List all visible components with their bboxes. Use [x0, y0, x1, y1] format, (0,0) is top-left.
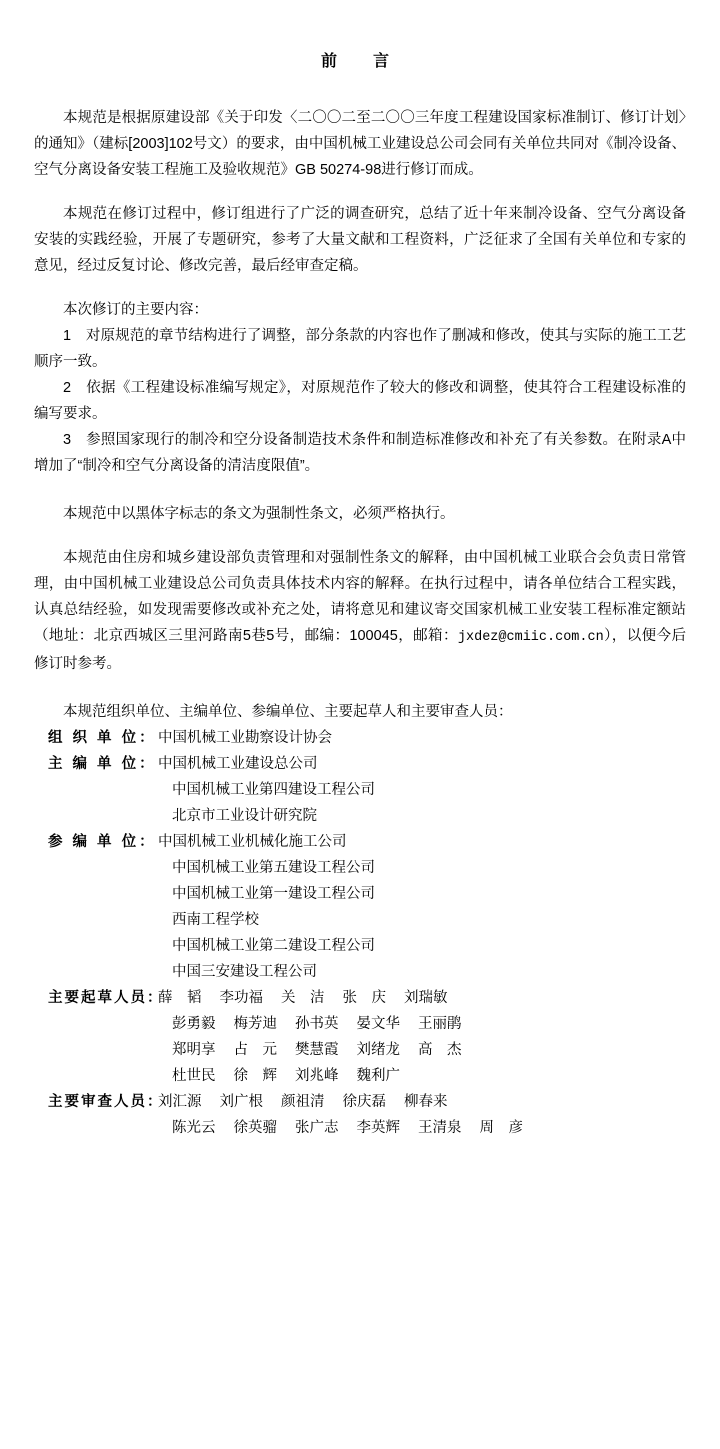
drafter-name: 孙书英	[295, 1016, 339, 1032]
org-value-participating: 中国机械工业机械化施工公司	[158, 834, 347, 850]
reviewer-name: 李英辉	[356, 1120, 400, 1136]
drafter-name: 薛 韬	[158, 990, 202, 1006]
drafter-name: 高 杰	[418, 1042, 462, 1058]
org-extra-participating-3: 西南工程学校	[172, 912, 259, 928]
people-names-drafters-row4	[34, 1063, 686, 1089]
reviewer-name: 刘广根	[219, 1094, 263, 1110]
numbered-item-2: 2 依据《工程建设标准编写规定》，对原规范作了较大的修改和调整，使其符合工程建设标准的编写要求。	[34, 380, 686, 422]
people-names-drafters-row2	[34, 1011, 686, 1037]
reviewer-name: 刘汇源	[158, 1094, 202, 1110]
drafter-name: 关 洁	[281, 990, 325, 1006]
reviewer-name: 徐英骝	[233, 1120, 277, 1136]
drafter-name: 徐 辉	[233, 1068, 277, 1084]
org-row-participating	[34, 829, 686, 855]
org-extra-participating-5: 中国三安建设工程公司	[172, 964, 317, 980]
management-text-part2: ），以便今后修订时参考。	[34, 628, 686, 672]
org-row-organizing	[34, 725, 686, 751]
drafter-name: 杜世民	[172, 1068, 216, 1084]
paragraph-mandatory: 本规范中以黑体字标志的条文为强制性条文，必须严格执行。	[63, 506, 455, 522]
reviewer-name: 周 彦	[479, 1120, 523, 1136]
people-label-drafters: 主要起草人员：	[48, 990, 164, 1006]
people-row-reviewers	[34, 1089, 686, 1115]
people-names-reviewers-row2	[34, 1115, 686, 1141]
contact-email: jxdez@cmiic.com.cn	[457, 630, 604, 645]
reviewer-name: 陈光云	[172, 1120, 216, 1136]
org-extra-chief-editor-2: 北京市工业设计研究院	[172, 808, 317, 824]
org-extra-participating-2: 中国机械工业第一建设工程公司	[172, 886, 375, 902]
drafter-name: 李功福	[219, 990, 263, 1006]
drafter-name: 郑明享	[172, 1042, 216, 1058]
management-text-part1: 本规范由住房和城乡建设部负责管理和对强制性条文的解释，由中国机械工业联合会负责日常管理，由中国机械工业建设总公司负责具体技术内容的解释。在执行过程中，请各单位结合工程实践，认真总结经验，如发现需要修改或补充之处，请将意见和建议寄交国家机械工业安装工程标准定额站（地址：北京西城区三里河路南5巷5号，邮编：100045，邮箱：	[34, 550, 686, 644]
drafter-name: 晏文华	[356, 1016, 400, 1032]
people-row-drafters	[34, 985, 686, 1011]
people-names-drafters-row3	[34, 1037, 686, 1063]
document-page	[0, 48, 720, 1449]
people-names-drafters-row1	[158, 985, 466, 1011]
drafter-name: 梅芳迪	[233, 1016, 277, 1032]
page-title: 前 言	[320, 53, 399, 70]
paragraph-2: 本规范在修订过程中，修订组进行了广泛的调查研究，总结了近十年来制冷设备、空气分离设备安装的实践经验，开展了专题研究，参考了大量文献和工程资料，广泛征求了全国有关单位和专家的意见，经过反复讨论、修改完善，最后经审查定稿。	[34, 206, 686, 274]
reviewer-name: 王清泉	[418, 1120, 462, 1136]
paragraph-management	[34, 545, 686, 677]
org-value-chief-editor: 中国机械工业建设总公司	[158, 756, 318, 772]
drafter-name: 魏利广	[356, 1068, 400, 1084]
numbered-item-1: 1 对原规范的章节结构进行了调整，部分条款的内容也作了删减和修改，使其与实际的施工工艺顺序一致。	[34, 328, 686, 370]
numbered-item-3: 3 参照国家现行的制冷和空分设备制造技术条件和制造标准修改和补充了有关参数。在附录A中增加了“制冷和空气分离设备的清洁度限值”。	[34, 432, 686, 474]
org-extra-chief-editor-1: 中国机械工业第四建设工程公司	[172, 782, 375, 798]
org-label-organizing: 组 织 单 位：	[48, 730, 157, 746]
drafter-name: 王丽鹃	[418, 1016, 462, 1032]
reviewer-name: 柳春来	[404, 1094, 448, 1110]
drafter-name: 樊慧霞	[295, 1042, 339, 1058]
org-extra-participating-4: 中国机械工业第二建设工程公司	[172, 938, 375, 954]
org-value-organizing: 中国机械工业勘察设计协会	[158, 730, 332, 746]
people-label-reviewers: 主要审查人员：	[48, 1094, 164, 1110]
people-names-reviewers-row1	[158, 1089, 466, 1115]
org-row-chief-editor	[34, 751, 686, 777]
paragraph-1: 本规范是根据原建设部《关于印发〈二〇〇二至二〇〇三年度工程建设国家标准制订、修订计划〉的通知》（建标[2003]102号文）的要求，由中国机械工业建设总公司会同有关单位共同对《制冷设备、空气分离设备安装工程施工及验收规范》GB 50274-98进行修订而成。	[34, 110, 686, 178]
drafter-name: 张 庆	[342, 990, 386, 1006]
drafter-name: 占 元	[233, 1042, 277, 1058]
org-extra-participating-1: 中国机械工业第五建设工程公司	[172, 860, 375, 876]
reviewer-name: 徐庆磊	[342, 1094, 386, 1110]
drafter-name: 刘绪龙	[356, 1042, 400, 1058]
reviewer-name: 颜祖清	[281, 1094, 325, 1110]
org-label-participating: 参 编 单 位：	[48, 834, 157, 850]
paragraph-units-intro: 本规范组织单位、主编单位、参编单位、主要起草人和主要审查人员：	[63, 704, 513, 720]
reviewer-name: 张广志	[295, 1120, 339, 1136]
drafter-name: 刘兆峰	[295, 1068, 339, 1084]
drafter-name: 刘瑞敏	[404, 990, 448, 1006]
paragraph-3: 本次修订的主要内容：	[63, 302, 208, 318]
drafter-name: 彭勇毅	[172, 1016, 216, 1032]
org-label-chief-editor: 主 编 单 位：	[48, 756, 157, 772]
